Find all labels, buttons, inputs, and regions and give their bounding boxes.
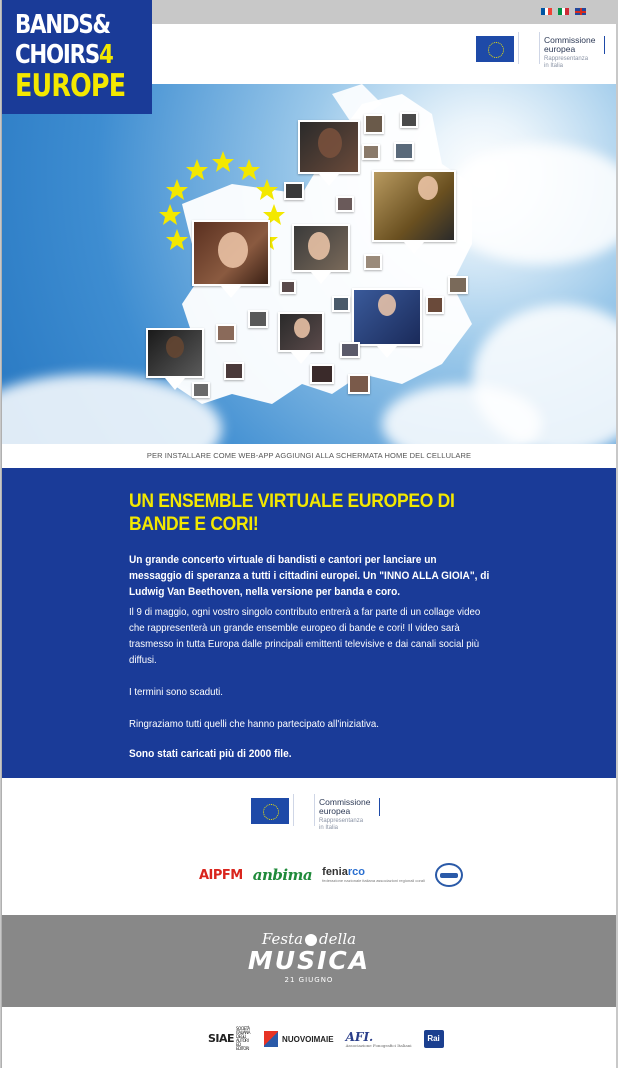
thanks-message: Ringraziamo tutti quelli che hanno partecipato all'iniziativa.	[129, 718, 379, 730]
nuovoimaie-logo[interactable]: NUOVOIMAIE	[264, 1031, 334, 1047]
photo-thumb	[192, 382, 210, 398]
photo-thumb	[400, 112, 418, 128]
photo-woman-singer	[278, 312, 324, 352]
photo-singer-elder	[192, 220, 270, 286]
brand-line-2: CHOIRS4	[15, 40, 113, 70]
photo-thumb	[310, 364, 334, 384]
photo-thumb	[426, 296, 444, 314]
brand-line-3: EUROPE	[15, 68, 126, 104]
music-dot-icon	[305, 934, 317, 946]
eu-flag-icon	[476, 36, 514, 62]
lead-paragraph: Un grande concerto virtuale di bandisti e cantori per lanciare un messaggio di speranza a tutti i cittadini europei. Un "INNO ALLA GIOIA", di Ludwig Van Beethoven, nella versione per banda e coro.	[129, 554, 490, 598]
aipfm-logo[interactable]: AIPFM	[199, 867, 243, 883]
ec-divider	[604, 36, 605, 54]
install-notice: PER INSTALLARE COME WEB-APP AGGIUNGI ALLA SCHERMATA HOME DEL CELLULARE	[2, 444, 616, 468]
globe-logo-icon[interactable]	[435, 863, 463, 887]
festa-della-musica-logo[interactable]: Festa della MUSICA 21 GIUGNO	[2, 931, 616, 985]
ec-divider	[379, 798, 380, 816]
rai-logo[interactable]: Rai	[424, 1030, 444, 1048]
ec-building-icon	[293, 794, 315, 826]
photo-thumb	[248, 310, 268, 328]
flag-it-icon[interactable]	[558, 8, 569, 15]
body-paragraph: Il 9 di maggio, ogni vostro singolo contributo entrerà a far parte di un collage video che rappresenterà un grande ensemble europeo di bande e cori! Il video sarà trasmesso in tutta Europa dalle principali emittenti televisive e dai canali social più diffusi.	[129, 606, 481, 666]
page-frame	[1, 0, 615, 1068]
festa-della-musica-section	[2, 915, 616, 1007]
ec-name-2: europea	[544, 44, 576, 54]
siae-logo[interactable]: SIAESOCIETÀ ITALIANA DEGLI AUTORI ED EDITORI	[208, 1026, 250, 1051]
photo-thumb	[336, 196, 354, 212]
photo-tuba-player	[372, 170, 456, 242]
bands-choirs-logo[interactable]	[2, 0, 152, 114]
photo-thumb	[364, 114, 384, 134]
festa-title: MUSICA	[247, 946, 371, 975]
ec-name-1: Commissione	[319, 797, 371, 807]
photo-thumb	[224, 362, 244, 380]
afi-logo[interactable]: AFI. Associazione Fonografici Italiani	[345, 1030, 412, 1048]
main-content-section	[2, 468, 616, 778]
photo-choir-child	[292, 224, 350, 272]
flag-uk-icon[interactable]	[575, 8, 586, 15]
ec-sub: Rappresentanza in Italia	[544, 56, 589, 69]
language-switcher	[541, 8, 586, 15]
ec-name-2: europea	[319, 806, 351, 816]
deadline-notice: I termini sono scaduti.	[129, 686, 223, 698]
photo-thumb	[332, 296, 350, 312]
european-commission-logo[interactable]	[476, 36, 605, 70]
photo-thumb	[448, 276, 468, 294]
photo-thumb	[362, 144, 380, 160]
ec-name-1: Commissione	[544, 35, 596, 45]
festa-date: 21 GIUGNO	[284, 976, 334, 984]
photo-performer	[146, 328, 204, 378]
ec-sub: Rappresentanza in Italia	[319, 818, 364, 831]
partner-logos	[199, 863, 463, 887]
sponsors-section	[2, 1007, 616, 1068]
photo-thumb	[340, 342, 360, 358]
page-title: UN ENSEMBLE VIRTUALE EUROPEO DI BANDE E CORI!	[129, 491, 455, 535]
photo-thumb	[394, 142, 414, 160]
photo-thumb	[348, 374, 370, 394]
anbima-logo[interactable]: anbima	[252, 866, 313, 884]
partners-section	[2, 778, 616, 915]
nuovoimaie-mark-icon	[264, 1031, 278, 1047]
photo-boy-singer	[298, 120, 360, 174]
photo-thumb	[284, 182, 304, 200]
photo-thumb	[280, 280, 296, 294]
photo-band-member	[352, 288, 422, 346]
feniarco-logo[interactable]: feniarco federazione nazionale italiana associazioni regionali corali	[322, 866, 425, 883]
flag-fr-icon[interactable]	[541, 8, 552, 15]
ec-building-icon	[518, 32, 540, 64]
photo-thumb	[364, 254, 382, 270]
eu-flag-icon	[251, 798, 289, 824]
photo-thumb	[216, 324, 236, 342]
hero-banner	[2, 84, 616, 444]
upload-count: Sono stati caricati più di 2000 file.	[129, 748, 292, 760]
sponsor-logos	[208, 1027, 444, 1051]
brand-line-1: BANDS&	[15, 10, 110, 40]
european-commission-logo-footer[interactable]	[251, 798, 380, 832]
